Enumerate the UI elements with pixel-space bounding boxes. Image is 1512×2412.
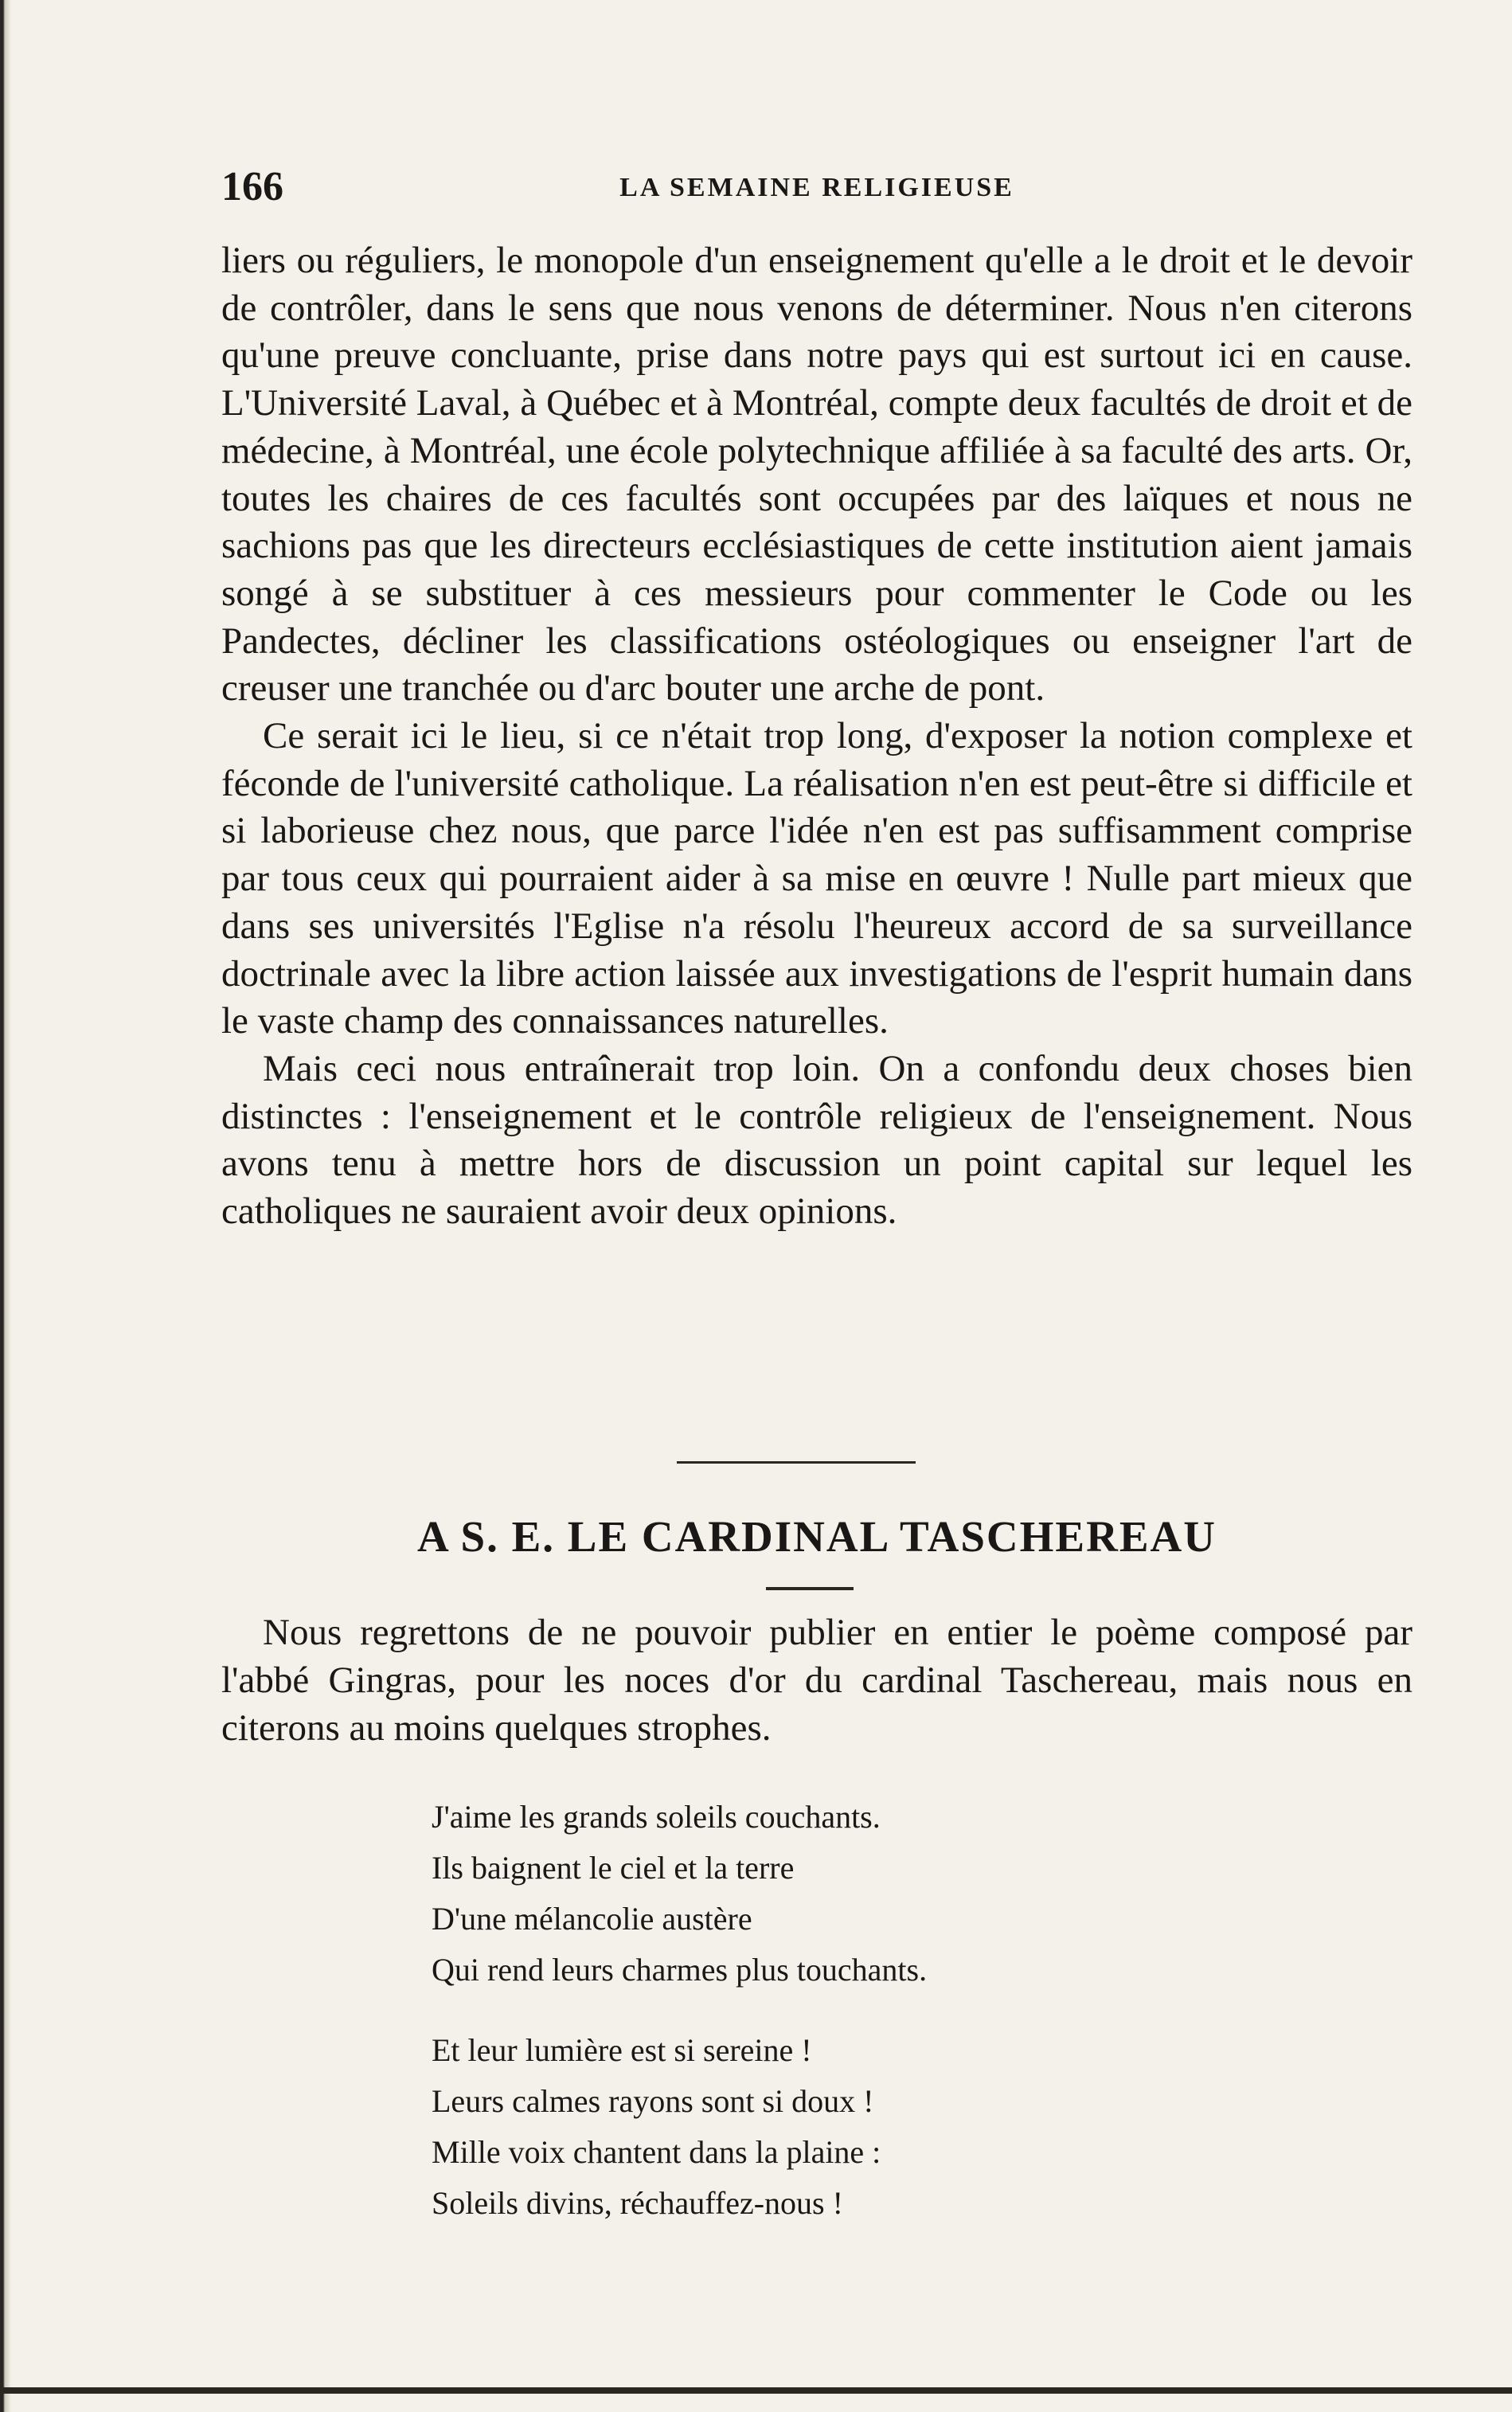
page-header <box>221 163 1412 211</box>
paragraph-3: Mais ceci nous entraînerait trop loin. On a confondu deux choses bien distinctes : l'enseignement et le contrôle religieux de l'enseignement. Nous avons tenu à mettre hors de discussion un point capital sur lequel les catholiques ne sauraient avoir deux opinions. <box>221 1047 1412 1233</box>
poem-stanza-2 <box>432 2025 881 2229</box>
intro-paragraph: Nous regrettons de ne pouvoir publier en entier le poème composé par l'abbé Gingras, pour les noces d'or du cardinal Taschereau, mais nous en citerons au moins quelques strophes. <box>221 1612 1412 1749</box>
verse-line: D'une mélancolie austère <box>432 1901 752 1937</box>
article-body <box>221 237 1412 1236</box>
section-title: A S. E. LE CARDINAL TASCHEREAU <box>417 1512 1217 1561</box>
paragraph-2: Ce serait ici le lieu, si ce n'était trop long, d'exposer la notion complexe et féconde de l'université catholique. La réalisation n'en est peut-être si difficile et si laborieuse chez nous, que parce l'idée n'en est pas suffisamment comprise par tous ceux qui pourraient aider à sa mise en œuvre ! Nulle part mieux que dans ses universités l'Eglise n'a résolu l'heureux accord de sa surveillance doctrinale avec la libre action laissée aux investigations de l'esprit humain dans le vaste champ des connaissances naturelles. <box>221 715 1412 1042</box>
page-gutter-shadow <box>0 0 11 2412</box>
title-underline <box>766 1587 854 1590</box>
poem-stanza-1 <box>432 1792 927 1996</box>
section-intro <box>221 1609 1412 1752</box>
paragraph-1: liers ou réguliers, le monopole d'un enseignement qu'elle a le droit et le devoir de contrôler, dans le sens que nous venons de déterminer. Nous n'en citerons qu'une preuve concluante, prise dans notre pays qui est surtout ici en cause. L'Université Laval, à Québec et à Montréal, compte deux facultés de droit et de médecine, à Montréal, une école polytechnique affiliée à sa faculté des arts. Or, toutes les chaires de ces facultés sont occupées par des laïques et nous ne sachions pas que les directeurs ecclésiastiques de cette institution aient jamais songé à se substituer à ces messieurs pour commenter le Code ou les Pandectes, décliner les classifications ostéologiques ou enseigner l'art de creuser une tranchée ou d'arc bouter une arche de pont. <box>221 240 1412 710</box>
verse-line: Ils baignent le ciel et la terre <box>432 1850 795 1886</box>
page-number: 166 <box>221 164 283 209</box>
verse-line: Qui rend leurs charmes plus touchants. <box>432 1952 928 1988</box>
verse-line: Leurs calmes rayons sont si doux ! <box>432 2083 874 2119</box>
verse-line: J'aime les grands soleils couchants. <box>432 1799 881 1835</box>
verse-line: Mille voix chantent dans la plaine : <box>432 2134 881 2170</box>
verse-line: Soleils divins, réchauffez-nous ! <box>432 2185 843 2221</box>
page-bottom-edge <box>0 2387 1512 2394</box>
section-divider <box>677 1461 916 1464</box>
verse-line: Et leur lumière est si sereine ! <box>432 2032 812 2068</box>
running-head: LA SEMAINE RELIGIEUSE <box>619 173 1014 202</box>
